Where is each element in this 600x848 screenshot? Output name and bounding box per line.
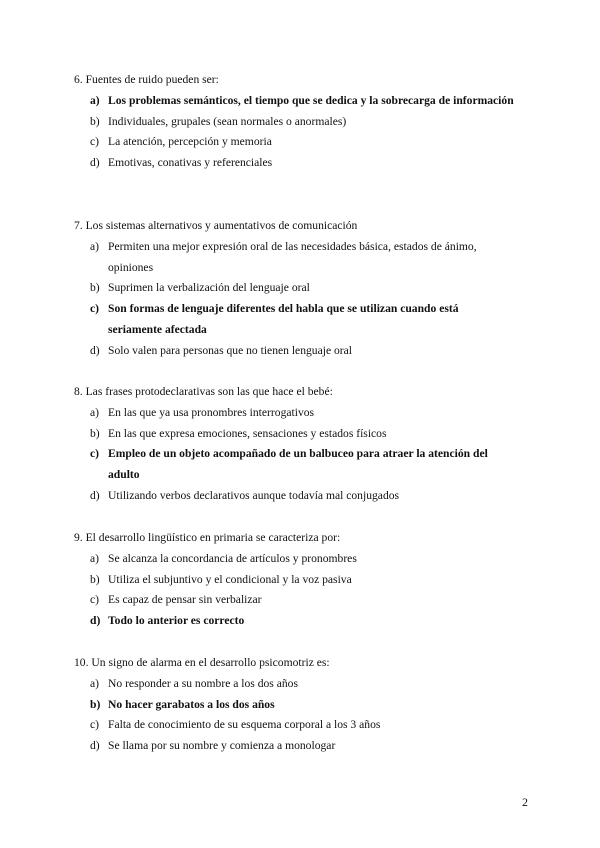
option-text: Todo lo anterior es correcto [108,614,245,628]
option-letter: d) [90,614,101,628]
option-letter: b) [90,281,100,295]
option-letter: b) [90,572,100,586]
option-letter: c) [90,593,100,607]
option-text: En las que expresa emociones, sensaciones y estados físicos [108,426,387,440]
option-text: En las que ya usa pronombres interrogativos [108,405,315,419]
option-letter: d) [90,739,100,753]
option-text: Permiten una mejor expresión oral de las necesidades básica, estados de ánimo, opiniones [108,239,477,274]
option-text: Los problemas semánticos, el tiempo que se dedica y la sobrecarga de información [108,93,514,107]
option-letter: b) [90,697,101,711]
option-a [74,549,514,570]
question-6 [74,70,514,174]
option-text: Es capaz de pensar sin verbalizar [108,593,262,607]
option-text: Son formas de lenguaje diferentes del habla que se utilizan cuando está seriamente afectada [108,302,459,336]
option-text: Individuales, grupales (sean normales o anormales) [108,114,347,128]
options-list [74,91,514,174]
option-text: No responder a su nombre a los dos años [108,676,298,690]
option-d [74,486,514,507]
option-b [74,278,514,299]
page-number: 2 [522,795,528,809]
option-letter: d) [90,488,100,502]
option-d [74,341,514,362]
option-letter: c) [90,302,100,316]
option-text: No hacer garabatos a los dos años [108,697,275,711]
option-letter: d) [90,156,100,170]
option-a [74,237,514,279]
option-text: Utiliza el subjuntivo y el condicional y la voz pasiva [108,572,352,586]
option-text: Solo valen para personas que no tienen lenguaje oral [108,343,353,357]
question-9 [74,528,514,632]
option-letter: a) [90,93,100,107]
option-d [74,153,514,174]
option-d [74,611,514,632]
option-text: Se alcanza la concordancia de artículos y pronombres [108,551,357,565]
option-letter: c) [90,718,100,732]
option-letter: a) [90,405,100,419]
option-b [74,695,514,716]
option-c [74,715,514,736]
option-c [74,299,514,341]
option-d [74,736,514,757]
option-letter: a) [90,551,100,565]
option-letter: c) [90,135,100,149]
question-8 [74,382,514,507]
option-c [74,590,514,611]
question-7 [74,216,514,362]
option-letter: a) [90,239,100,253]
question-title: 7. Los sistemas alternativos y aumentativos de comunicación [74,219,358,232]
option-text: Emotivas, conativas y referenciales [108,156,273,170]
options-list [74,549,514,632]
question-title: 6. Fuentes de ruido pueden ser: [74,73,219,86]
option-a [74,403,514,424]
option-b [74,424,514,445]
option-letter: d) [90,343,100,357]
option-b [74,570,514,591]
option-c [74,444,514,486]
option-text: Se llama por su nombre y comienza a monologar [108,739,336,753]
question-title: 8. Las frases protodeclarativas son las que hace el bebé: [74,385,333,398]
question-title: 9. El desarrollo lingüístico en primaria se caracteriza por: [74,531,341,544]
option-letter: c) [90,447,100,461]
option-a [74,674,514,695]
option-text: La atención, percepción y memoria [108,135,272,149]
option-a [74,91,514,112]
option-text: Utilizando verbos declarativos aunque todavía mal conjugados [108,488,400,502]
option-c [74,132,514,153]
options-list [74,403,514,507]
options-list [74,674,514,757]
option-b [74,112,514,133]
options-list [74,237,514,362]
option-text: Empleo de un objeto acompañado de un balbuceo para atraer la atención del adulto [108,447,488,482]
question-10 [74,653,514,757]
option-letter: a) [90,676,100,690]
option-letter: b) [90,426,100,440]
option-text: Falta de conocimiento de su esquema corporal a los 3 años [108,718,381,732]
question-title: 10. Un signo de alarma en el desarrollo psicomotriz es: [74,656,330,669]
option-letter: b) [90,114,100,128]
option-text: Suprimen la verbalización del lenguaje oral [108,281,310,295]
